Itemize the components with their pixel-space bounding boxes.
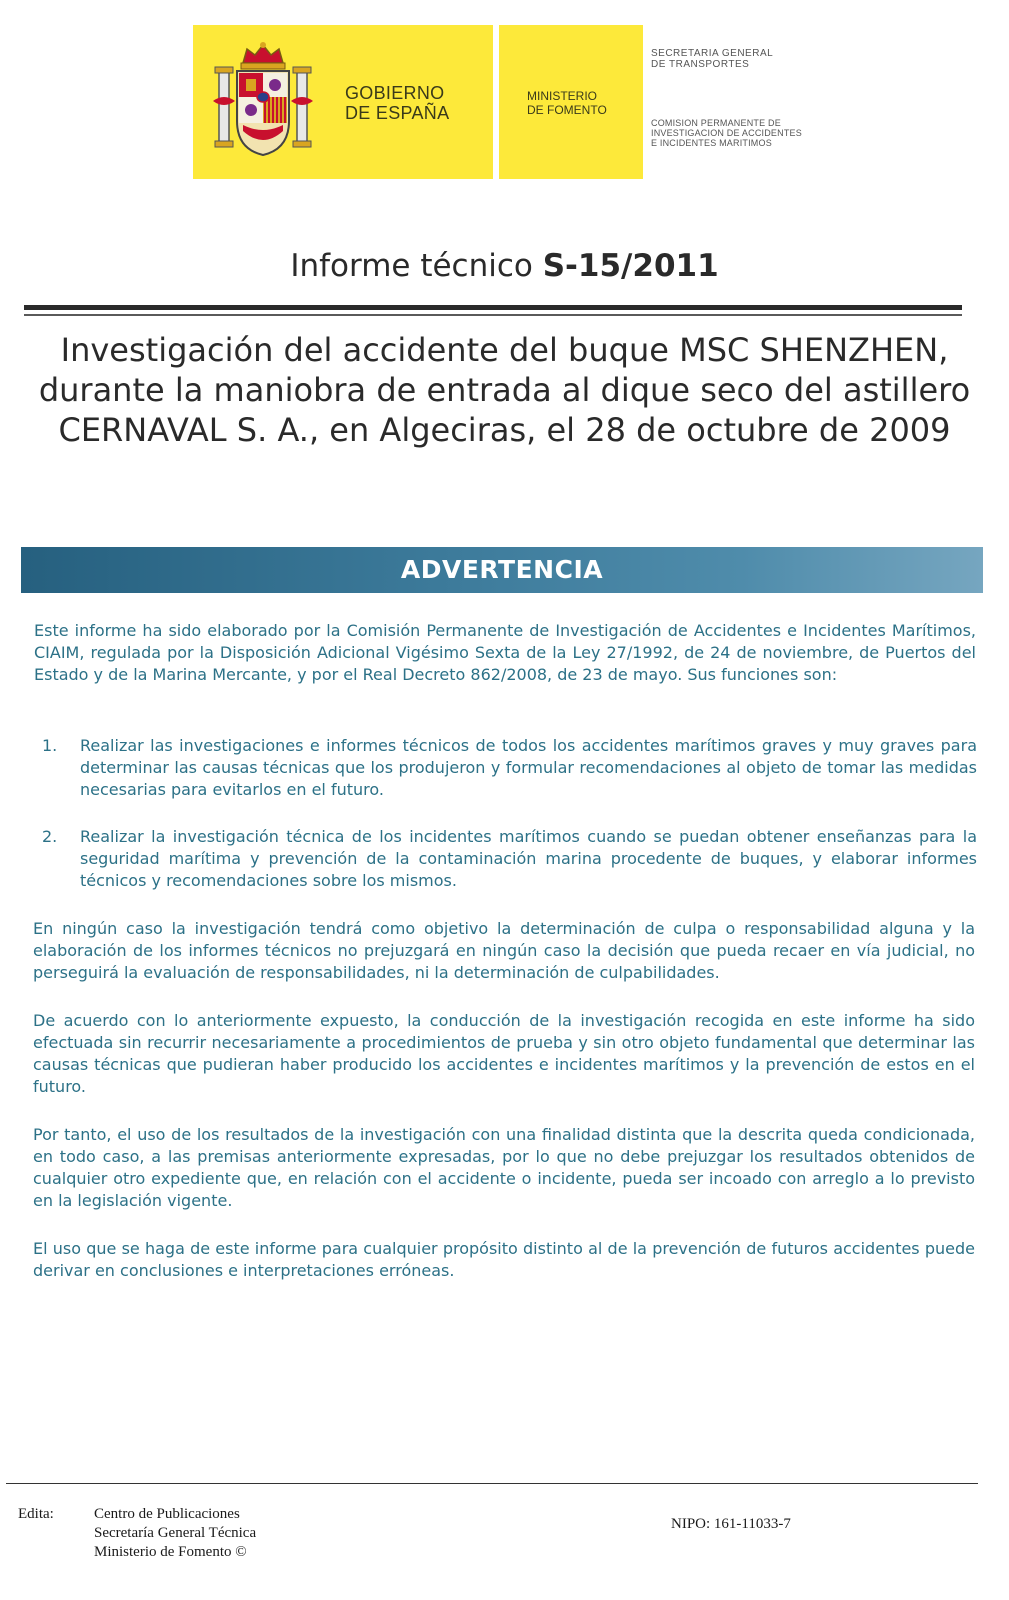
paragraph-uso-resultados: Por tanto, el uso de los resultados de la investigación con una finalidad distinta que la descrita queda condicionada, en todo caso, a las premisas anteriormente expresadas, por lo que no debe prejuzgar los resultados obtenidos de cualquier otro expediente que, en relación con el accidente o incidente, pueda ser incoado con arreglo a lo previsto en la legislación vigente.	[33, 1125, 975, 1210]
publisher-line-2: Secretaría General Técnica	[94, 1525, 257, 1541]
edita-label: Edita:	[18, 1506, 54, 1522]
nipo-code: NIPO: 161-11033-7	[671, 1516, 791, 1532]
secretaria-line-2: DE TRANSPORTES	[651, 59, 750, 70]
ministerio-block	[499, 25, 643, 179]
publisher-info	[94, 1505, 256, 1562]
report-code: S-15/2011	[542, 248, 719, 284]
investigation-title	[30, 330, 979, 450]
ministry-line-1: MINISTERIO	[527, 89, 598, 103]
list-item-number: 1.	[42, 736, 58, 755]
comision-line-3: E INCIDENTES MARITIMOS	[651, 138, 772, 148]
gobierno-block	[193, 25, 493, 179]
publisher-line-1: Centro de Publicaciones	[94, 1506, 240, 1522]
list-item-text: Realizar las investigaciones e informes técnicos de todos los accidentes marítimos graves y muy graves para determinar las causas técnicas que los produjeron y formular recomendaciones al objeto de tomar las medidas necesarias para evitarlos en el futuro.	[80, 736, 977, 799]
list-item-text: Realizar la investigación técnica de los incidentes marítimos cuando se puedan obtener enseñanzas para la seguridad marítima y prevención de la contaminación marina procedente de buques, y elaborar informes técnicos y recomendaciones sobre los mismos.	[80, 827, 977, 890]
title-line-2: durante la maniobra de entrada al dique seco del astillero	[38, 371, 971, 409]
secretaria-line-1: SECRETARIA GENERAL	[651, 48, 774, 59]
title-divider-thick	[24, 305, 962, 310]
intro-paragraph: Este informe ha sido elaborado por la Comisión Permanente de Investigación de Accidentes e Incidentes Marítimos, CIAIM, regulada por la Disposición Adicional Vigésimo Sexta de la Ley 27/1992, de 24 de noviembre, de Puertos del Estado y de la Marina Mercante, y por el Real Decreto 862/2008, de 23 de mayo. Sus funciones son:	[34, 621, 976, 684]
gobierno-label	[345, 83, 449, 123]
list-item	[42, 826, 977, 892]
title-line-3: CERNAVAL S. A., en Algeciras, el 28 de octubre de 2009	[58, 411, 951, 449]
paragraph-uso-informe: El uso que se haga de este informe para cualquier propósito distinto al de la prevención de futuros accidentes puede derivar en conclusiones e interpretaciones erróneas.	[33, 1239, 975, 1280]
ministerio-label	[527, 89, 607, 117]
coat-of-arms-icon	[213, 41, 313, 161]
ministry-line-2: DE FOMENTO	[527, 103, 607, 117]
comision-line-1: COMISION PERMANENTE DE	[651, 118, 781, 128]
advertencia-header-bar	[21, 547, 983, 593]
advertencia-heading: ADVERTENCIA	[400, 555, 604, 584]
title-line-1: Investigación del accidente del buque MSC SHENZHEN,	[60, 331, 949, 369]
comision-label	[651, 118, 802, 148]
title-divider-thin	[24, 314, 962, 316]
header-banner	[193, 25, 643, 179]
gov-line-1: GOBIERNO	[345, 83, 445, 103]
comision-line-2: INVESTIGACION DE ACCIDENTES	[651, 128, 802, 138]
publisher-line-3: Ministerio de Fomento ©	[94, 1544, 247, 1560]
report-code-title	[0, 248, 1009, 284]
list-item	[42, 735, 977, 801]
paragraph-conduccion: De acuerdo con lo anteriormente expuesto, la conducción de la investigación recogida en este informe ha sido efectuada sin recurrir necesariamente a procedimientos de prueba y sin otro objeto fundamental que determinar las causas técnicas que pudieran haber producido los accidentes e incidentes marítimos y la prevención de estos en el futuro.	[33, 1011, 975, 1096]
report-prefix: Informe técnico	[290, 248, 543, 284]
gov-line-2: DE ESPAÑA	[345, 103, 450, 123]
list-item-number: 2.	[42, 827, 58, 846]
footer-divider	[6, 1483, 978, 1484]
secretaria-label	[651, 48, 773, 70]
paragraph-no-culpa: En ningún caso la investigación tendrá como objetivo la determinación de culpa o responsabilidad alguna y la elaboración de los informes técnicos no prejuzgará en ningún caso la decisión que pueda recaer en vía judicial, no perseguirá la evaluación de responsabilidades, ni la determinación de culpabilidades.	[33, 919, 975, 982]
